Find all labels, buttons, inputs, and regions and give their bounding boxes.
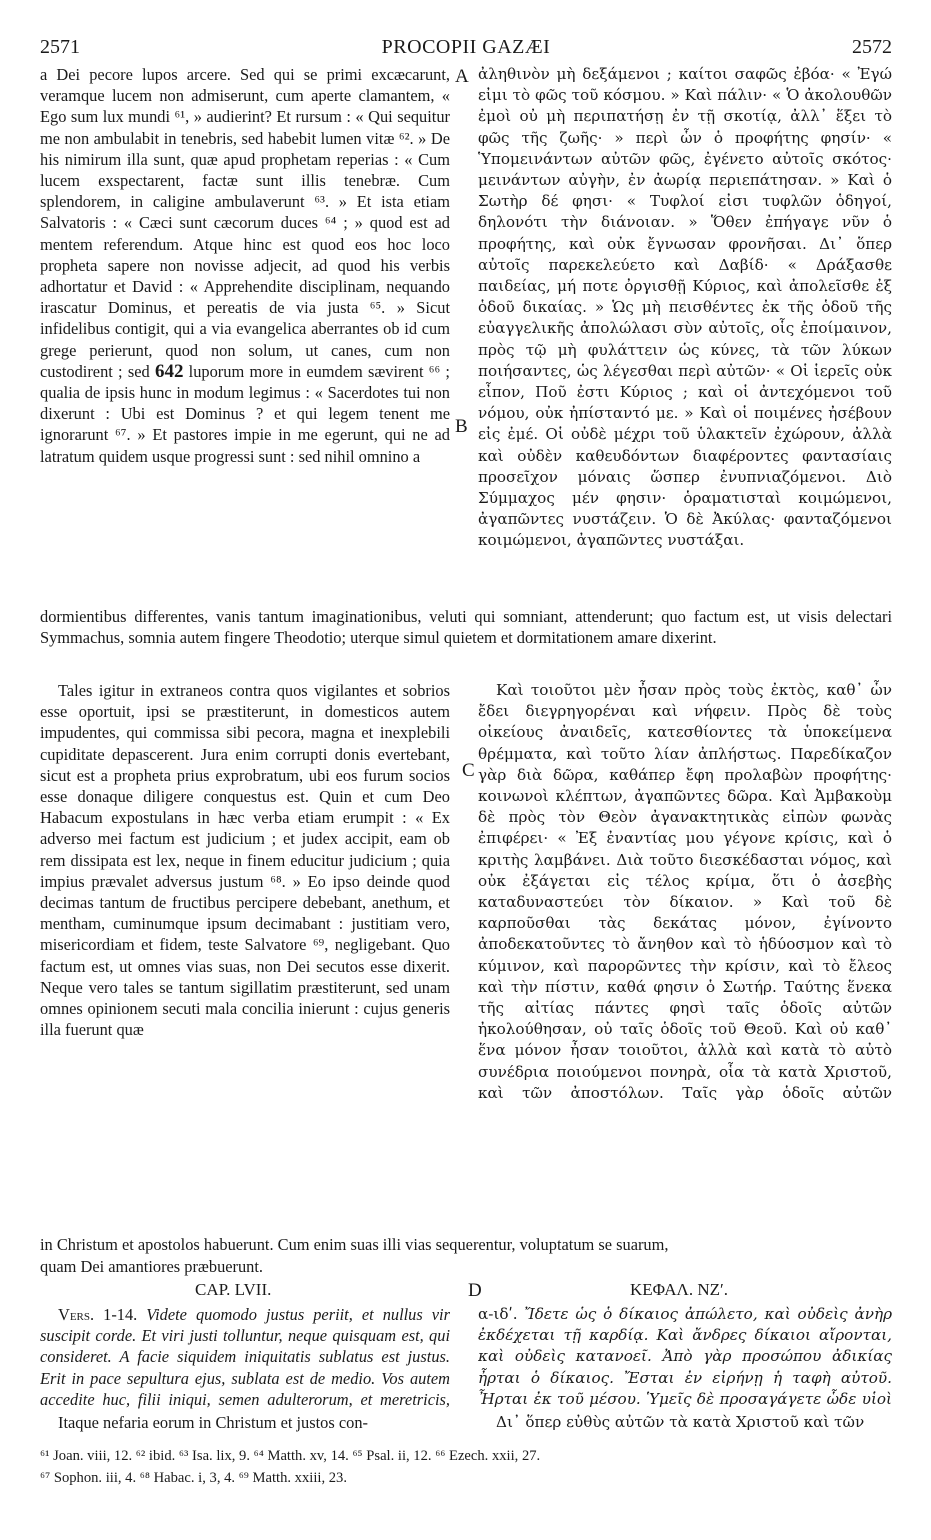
inline-page-number: 642	[154, 360, 184, 382]
latin-text-top-continued: luporum more in eumdem sævirent ⁶⁶ ; qualia de ipsis hunc in modum legimus : « Sacerdotes tui non dixerunt : Ubi est Dominus ? et qui legem tenent me ignorarunt ⁶⁷. » Et pastores impie in me egerunt, qui ne ad latratum quidem usque progressi sunt : sed nihil omnino a	[40, 361, 450, 466]
greek-verse-block	[478, 1304, 892, 1412]
latin-last-line-block	[40, 1412, 450, 1434]
greek-last-line: Δι᾽ ὅπερ εὐθὺς αὐτῶν τὰ κατὰ Χριστοῦ καὶ τῶν	[496, 1413, 865, 1431]
greek-column-middle	[478, 680, 892, 1100]
page-header	[40, 36, 892, 58]
greek-column-top	[478, 64, 892, 604]
latin-verse-block	[40, 1304, 450, 1412]
left-page-number: 2571	[40, 36, 80, 58]
margin-letter-d: D	[468, 1280, 482, 1301]
latin-last-line: Itaque nefaria eorum in Christum et justos con-	[58, 1413, 368, 1432]
latin-column-top	[40, 64, 450, 604]
verse-label: Vers. 1-14.	[58, 1305, 138, 1324]
greek-last-line-block	[478, 1412, 892, 1434]
margin-letter-c: C	[462, 760, 475, 781]
full-width-text-2: in Christum et apostolos habuerunt. Cum enim suas illi vias sequerentur, voluptatum se suarum,	[40, 1235, 669, 1254]
latin-end-line: quam Dei amantiores præbuerunt.	[40, 1257, 264, 1276]
greek-text-middle: Καὶ τοιοῦτοι μὲν ἦσαν πρὸς τοὺς ἐκτὸς, καθ᾽ ὧν ἔδει διεγρηγορέναι καὶ νήφειν. Πρὸς δὲ τοὺς οἰκείους ἀναιδεῖς, κατεσθίοντες τὰ ὑποκείμενα θρέμματα, καὶ τοῦτο λίαν ἀπλήστως. Παρεδίκαζον γὰρ διὰ δῶρα, καθάπερ ἔφη προλαβὼν προφήτης· κοινωνοὶ κλέπτων, ἀγαπῶντες δῶρα. Καὶ Ἀμβακοὺμ δὲ πρὸς τὸν Θεὸν ἀγανακτητικὰς εἰπὼν φωνὰς ἐπιφέρει· « Ἐξ ἐναντίας μου γέγονε κρίσις, καὶ ὁ κριτὴς λαμβάνει. Διὰ τοῦτο διεσκέδασται νόμος, καὶ οὐκ ἐξάγεται εἰς τέλος κρίμα, ὅτι ὁ ἀσεβὴς καταδυναστεύει τὸν δίκαιον. » Καὶ τοῦ δὲ καρποῦσθαι τὰς δεκάτας μόνον, ἐγίνοντο ἀποδεκατοῦντες τὸ ἄνηθον καὶ τὸ ἡδύοσμον καὶ τὸ κύμινον, καὶ παρορῶντες τὴν κρίσιν, καὶ τὸ ἔλεος καὶ τὴν πίστιν, καθά φησιν ὁ Σωτήρ. Ταύτης ἕνεκα τῆς αἰτίας πάντες φησὶ ταῖς ὁδοῖς αὐτῶν ἠκολούθησαν, οὐ ταῖς ὁδοῖς τοῦ Θεοῦ. Καὶ οὐ καθ᾽ ἕνα μόνον ἦσαν τοιοῦτοι, ἀλλὰ καὶ κατὰ τὸ αὐτὸ συνέδρια ποιούμενοι πονηρὰ, οἷα τὰ κατὰ Χριστοῦ, καὶ τῶν ἀποστόλων. Ταῖς γὰρ ὁδοῖς αὐτῶν	[478, 681, 892, 1100]
chapter-heading-greek: ΚΕΦΑΛ. ΝΖʹ.	[630, 1280, 729, 1299]
greek-text-top: ἀληθινὸν μὴ δεξάμενοι ; καίτοι σαφῶς ἐβόα· « Ἐγώ εἰμι τὸ φῶς τοῦ κόσμου. » Καὶ πάλιν· « Ὁ ἀκολουθῶν ἐμοὶ οὐ μὴ περιπατήσῃ ἐν τῇ σκοτίᾳ, ἀλλ᾽ ἕξει τὸ φῶς τῆς ζωῆς· » περὶ ὧν ὁ προφήτης φησίν· « Ὑπομεινάντων αὐτῶν φῶς, ἐγένετο αὐτοῖς σκότος· μεινάντων αὐγὴν, ἐν ἀωρίᾳ περιεπάτησαν. » Καὶ ὁ Σωτὴρ δέ φησι· « Τυφλοί εἰσι τυφλῶν ὁδηγοί, δηλονότι τὴν διάνοιαν. » Ὅθεν ἐπήγαγε νῦν ὁ προφήτης, καὶ οὐκ ἔγνωσαν φρονῆσαι. Δι᾽ ὅπερ αὐτοῖς παρεκελεύετο καὶ Δαβίδ· « Δράξασθε παιδείας, μή ποτε ὀργισθῇ Κύριος, καὶ ἀπολεῖσθε ἐξ ὁδοῦ δικαίας. » Ὡς μὴ πεισθέντες ἐκ τῆς ὁδοῦ τῆς εὐαγγελικῆς ἀπολώλασι σὺν αὐτοῖς, οἷς ἐποίμαινον, πρὸς τῷ μὴ φυλάττειν ὡς κύνες, τὰ τῶν λύκων ποιήσαντες, ὡς λέγεσθαι περὶ αὐτῶν· « Οἱ ἱερεῖς οὐκ εἶπον, Ποῦ ἐστι Κύριος ; καὶ οἱ ἀντεχόμενοι τοῦ νόμου, οὐκ ἠπίσταντό με. » Καὶ οἱ ποιμένες ἠσέβουν εἰς ἐμέ. Οἱ οὐδὲ μέχρι τοῦ ὑλακτεῖν ἐχώρουν, ἀλλὰ καὶ οὐδὲν καθευδόντων διαφέροντες φαντασίαις προσεῖχον μόναις ὥσπερ ἐνυπνιαζόμενοι. Διὸ Σύμμαχος μέν φησιν· ὁραματισταὶ κοιμώμενοι, ἀγαπῶντες νυστάζειν. Ὁ δὲ Ἀκύλας· φανταζόμενοι κοιμώμενοι, ἀγαπῶντες νυστάξαι.	[478, 65, 892, 550]
footnotes-line-1: ⁶¹ Joan. viii, 12. ⁶² ibid. ⁶³ Isa. lix, 9. ⁶⁴ Matth. xv, 14. ⁶⁵ Psal. ii, 12. ⁶⁶ Ezech. xxii, 27.	[40, 1448, 541, 1464]
greek-verse-label: α-ιδʹ.	[478, 1305, 518, 1323]
latin-text-top: a Dei pecore lupos arcere. Sed qui se primi excæcarunt, veramque lucem non admiserunt, cum aperte clamantem, « Ego sum lux mundi ⁶¹, » audierint? Et rursum : « Qui sequitur me non ambulabit in tenebris, sed habebit lumen vitæ ⁶². » De his nimirum illa sunt, quæ apud prophetam reperias : « Cum lucem exspectarent, factæ sunt illis tenebræ. Cum splendorem, in caligine ambulaverunt ⁶³. » Et ista etiam Salvatoris : « Cæci sunt cæcorum duces ⁶⁴ ; » quod est ad mentem referendum. Atque hinc est quod eos hoc loco propheta sapere non novisse adjecit, ad quod his verbis adhortatur et David : « Apprehendite disciplinam, nequando irascatur Dominus, et pereatis de via justa ⁶⁵. » Sicut infidelibus contigit, qui a via evangelica aberrantes ob id cum grege perierunt, quod non solum, ut canes, cum non custodirent ; sed	[40, 65, 450, 381]
footnotes-line-2: ⁶⁷ Sophon. iii, 4. ⁶⁸ Habac. i, 3, 4. ⁶⁹ Matth. xxiii, 23.	[40, 1470, 347, 1486]
latin-verse-text: Videte quomodo justus periit, et nullus vir suscipit corde. Et viri justi tolluntur, neque quisquam est, qui consideret. A facie siquidem iniquitatis sublatus est justus. Erit in pace sepultura ejus, sublata est de medio. Vos autem accedite huc, filii iniqui, semen adulterorum, et meretricis,	[40, 1305, 450, 1409]
greek-verse-text: Ἴδετε ὡς ὁ δίκαιος ἀπώλετο, καὶ οὐδεὶς ἀνὴρ ἐκδέχεται τῇ καρδίᾳ. Καὶ ἄνδρες δίκαιοι αἴρονται, καὶ οὐδεὶς κατανοεῖ. Ἀπὸ γὰρ προσώπου ἀδικίας ἦρται ὁ δίκαιος. Ἔσται ἐν εἰρήνῃ ἡ ταφὴ αὐτοῦ. Ἦρται ἐκ τοῦ μέσου. Ὑμεῖς δὲ προσαγάγετε ὧδε υἱοὶ	[478, 1305, 892, 1408]
margin-letter-a: A	[455, 66, 469, 87]
latin-text-middle: Tales igitur in extraneos contra quos vigilantes et sobrios esse oportuit, ipsi se præstiterunt, in domesticos autem impudentes, qui commissa sibi pecora, magna et inexplebili cupiditate depascerent. Jura enim corrupti donis evertebant, sicut est a propheta prius exprobratum, ubi eos furum socios esse donaque diligere conquestus est. Quin et cum Deo Habacum expostulans in hæc verba etiam erumpit : « Ex adverso mei factum est judicium ; et judex accipit, eam ob rem dissipata est lex, neque in finem educitur judicium ; quia impius prævalet adversus justum ⁶⁸. » Eo ipso deinde quod decimas tantum de fructibus percipere debebant, anethum, et mentham, cuminumque ipsum decimabant : justitiam vero, misericordiam et fidem, teste Salvatore ⁶⁹, negligebant. Quo factum est, ut omnes vias suas, non Dei secutos esse dixerit. Neque vero tales se tantum sigillatim præstiterunt, sed unam omnes opinionem secuti mala concilia inierunt : cujus generis illa fuerunt quæ	[40, 681, 450, 1040]
latin-column-middle	[40, 680, 450, 1100]
right-page-number: 2572	[852, 36, 892, 58]
margin-letter-b: B	[455, 416, 468, 437]
full-width-text-1: dormientibus differentes, vanis tantum imaginationibus, veluti qui somniant, attenderunt; quo factum est, ut visis delectari Symmachus, somnia autem fingere Theodotio; uterque simul quietem et dormitationem amare dixerint.	[40, 607, 892, 648]
running-title: PROCOPII GAZÆI	[381, 36, 551, 58]
chapter-heading-latin: CAP. LVII.	[195, 1280, 272, 1299]
